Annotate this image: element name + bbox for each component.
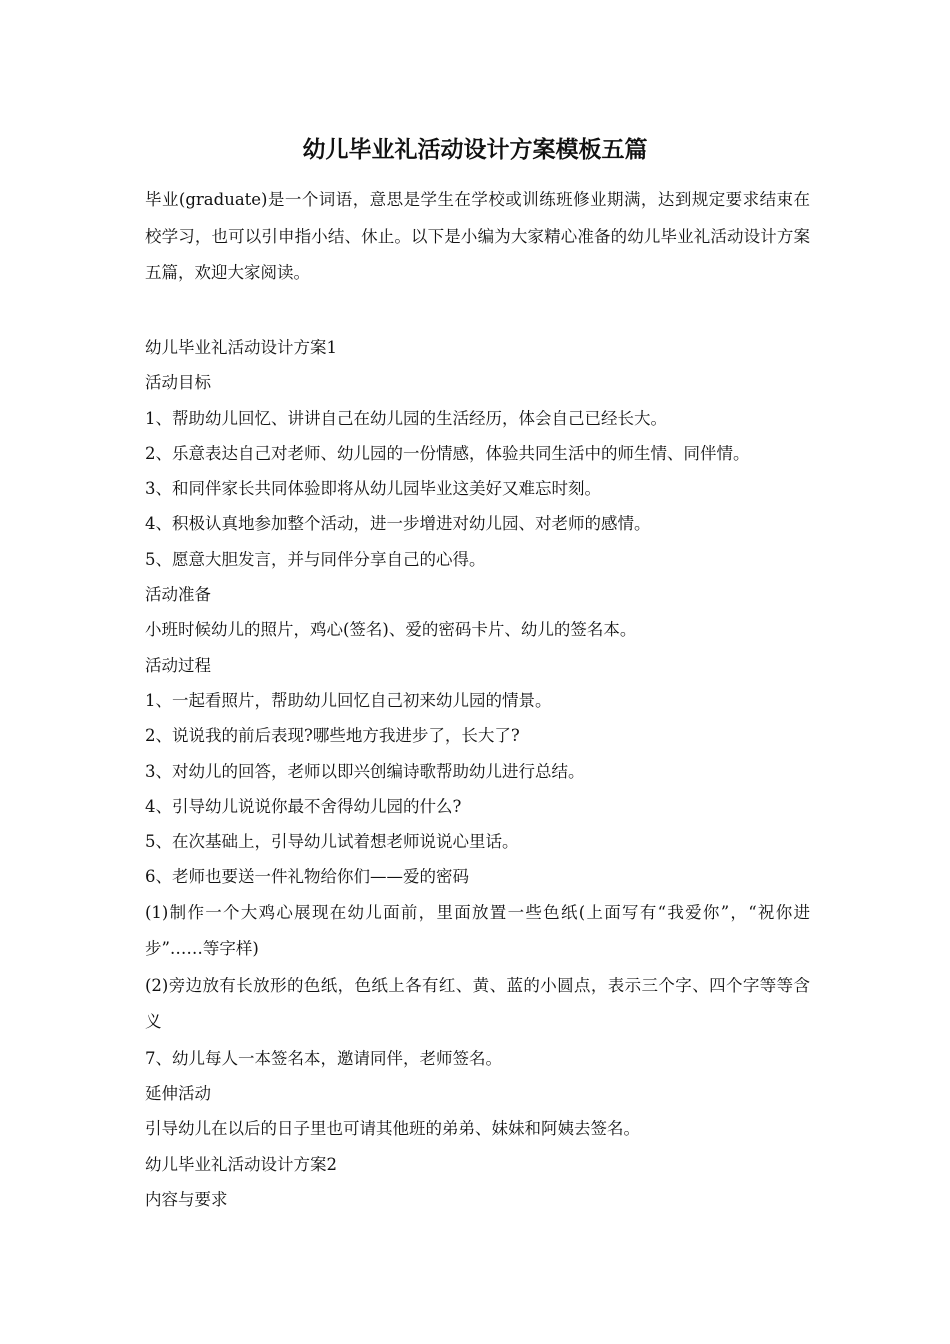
text-line: 5、愿意大胆发言，并与同伴分享自己的心得。 (145, 549, 486, 569)
intro-paragraph: 毕业(graduate)是一个词语，意思是学生在学校或训练班修业期满，达到规定要求结束在校学习，也可以引申指小结、休止。以下是小编为大家精心准备的幼儿毕业礼活动设计方案五篇，欢迎大家阅读。 (145, 190, 810, 282)
heading-activity-preparation: 活动准备 (145, 585, 211, 605)
document-title: 幼儿毕业礼活动设计方案模板五篇 (302, 136, 648, 163)
heading-content-requirements: 内容与要求 (145, 1189, 228, 1209)
text-line: 2、说说我的前后表现?哪些地方我进步了，长大了? (145, 726, 520, 746)
text-line: 小班时候幼儿的照片，鸡心(签名)、爱的密码卡片、幼儿的签名本。 (145, 620, 637, 640)
text-line: 引导幼儿在以后的日子里也可请其他班的弟弟、妹妹和阿姨去签名。 (145, 1119, 640, 1139)
text-line: 5、在次基础上，引导幼儿试着想老师说说心里话。 (145, 832, 519, 852)
heading-activity-goals: 活动目标 (145, 373, 211, 393)
text-line: 3、和同伴家长共同体验即将从幼儿园毕业这美好又难忘时刻。 (145, 479, 601, 499)
text-line: 2、乐意表达自己对老师、幼儿园的一份情感，体验共同生活中的师生情、同伴情。 (145, 443, 750, 463)
heading-extension-activity: 延伸活动 (145, 1084, 211, 1104)
heading-activity-process: 活动过程 (145, 655, 211, 675)
text-line: 3、对幼儿的回答，老师以即兴创编诗歌帮助幼儿进行总结。 (145, 761, 585, 781)
heading-plan-1: 幼儿毕业礼活动设计方案1 (145, 338, 337, 357)
heading-plan-2: 幼儿毕业礼活动设计方案2 (145, 1154, 337, 1174)
text-line: (1)制作一个大鸡心展现在幼儿面前，里面放置一些色纸(上面写有“我爱你”，“祝你进步”……等字样) (145, 902, 810, 959)
text-line: 7、幼儿每人一本签名本，邀请同伴，老师签名。 (145, 1048, 502, 1068)
text-line: 6、老师也要送一件礼物给你们——爱的密码 (145, 867, 469, 887)
text-line: 1、一起看照片，帮助幼儿回忆自己初来幼儿园的情景。 (145, 690, 552, 710)
content-lines (145, 330, 810, 1217)
text-line: 4、积极认真地参加整个活动，进一步增进对幼儿园、对老师的感情。 (145, 514, 651, 534)
text-line: 1、帮助幼儿回忆、讲讲自己在幼儿园的生活经历，体会自己已经长大。 (145, 408, 667, 428)
text-line: 4、引导幼儿说说你最不舍得幼儿园的什么? (145, 796, 462, 816)
text-line: (2)旁边放有长放形的色纸，色纸上各有红、黄、蓝的小圆点，表示三个字、四个字等等含义 (145, 975, 810, 1032)
